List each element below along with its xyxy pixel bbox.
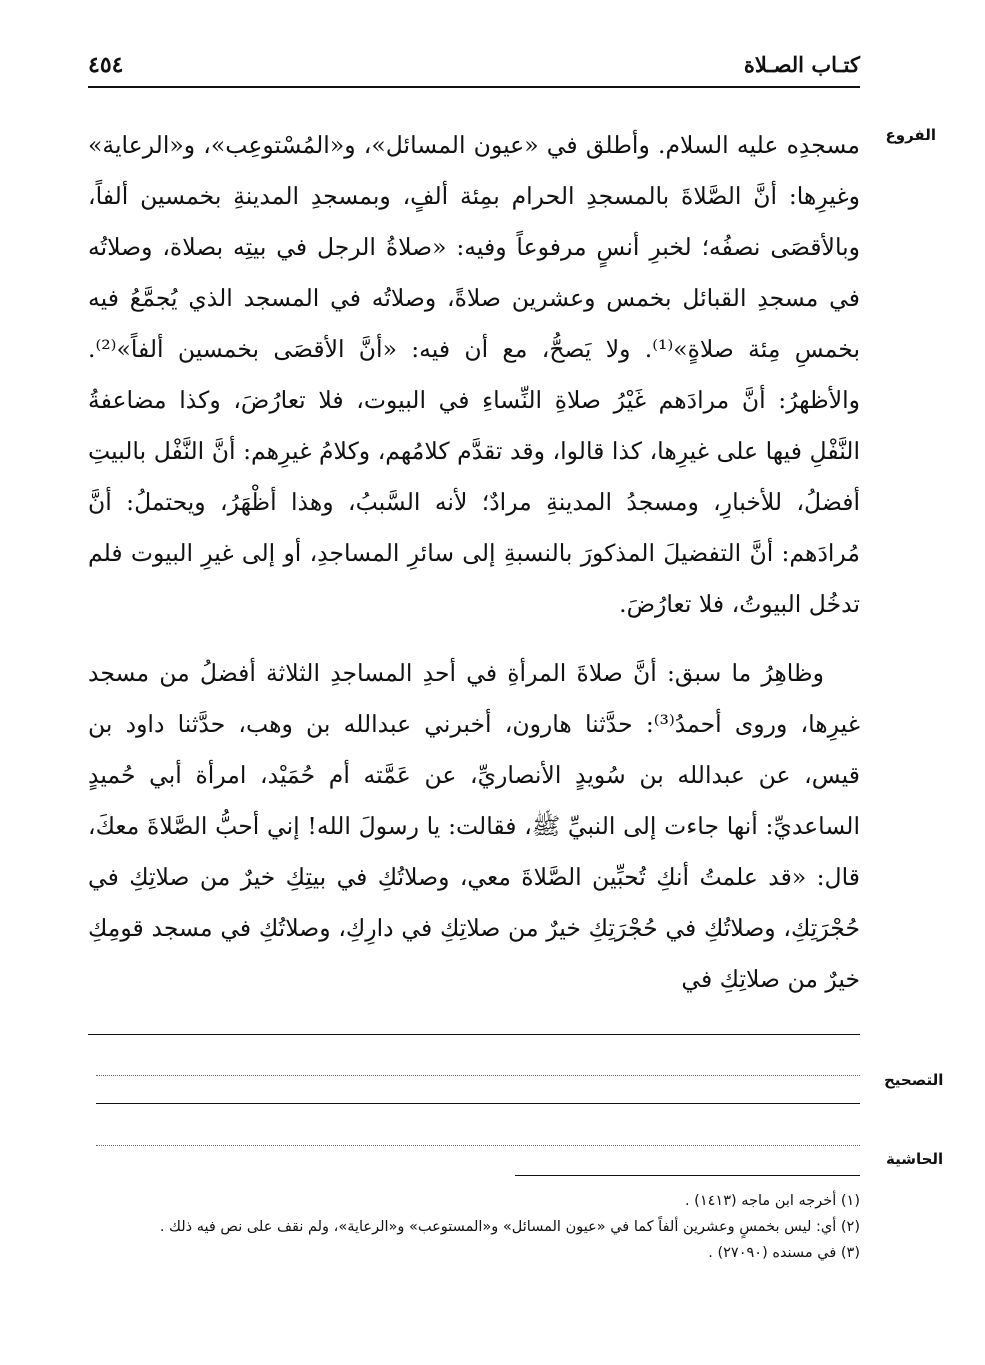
footnote-rule	[515, 1175, 860, 1176]
side-label-furu: الفروع	[885, 126, 936, 144]
book-title: كتـاب الصـلاة	[743, 52, 860, 77]
header-rule	[88, 86, 860, 88]
footnote-1: (١) أخرجه ابن ماجه (١٤١٣) .	[684, 1193, 860, 1209]
hashiya-label: الحاشية	[886, 1150, 944, 1168]
tashih-separator	[96, 1103, 860, 1104]
main-text	[88, 120, 860, 1005]
footnotes	[88, 1188, 860, 1266]
body-paragraph-2: وظاهِرُ ما سبق: أنَّ صلاةَ المرأةِ في أحدِ المساجدِ الثلاثة أفضلُ من مسجد غيرِها، وروى أحمدُ⁽³⁾: حدَّثنا هارون، أخبرني عبدالله بن وهب، حدَّثنا داود بن قيس، عن عبدالله بن سُويدٍ الأنصاريِّ، عن عَمَّته أم حُمَيْد، امرأة أبي حُميدٍ الساعديِّ: أنها جاءت إلى النبيِّ ﷺ، فقالت: يا رسولَ الله! إني أحبُّ الصَّلاةَ معكَ، قال: «قد علمتُ أنكِ تُحبِّين الصَّلاةَ معي، وصلاتُكِ في بيتِكِ خيرٌ من صلاتِكِ في حُجْرَتِكِ، وصلاتُكِ في حُجْرَتِكِ خيرٌ من صلاتِكِ في دارِكِ، وصلاتُكِ في مسجد قومِكِ خيرٌ من صلاتِكِ في	[88, 659, 860, 993]
hashiya-dotted-line	[96, 1145, 860, 1146]
tashih-dotted-line	[96, 1075, 860, 1076]
footnote-3: (٣) في مسنده (٢٧٠٩٠) .	[708, 1245, 860, 1261]
tashih-label: التصحيح	[884, 1071, 944, 1089]
page-header	[88, 52, 860, 82]
body-paragraph-1: مسجدِه عليه السلام. وأطلق في «عيون المسائل»، و«المُسْتوعِب»، و«الرعاية» وغيرِها: أنَّ الصَّلاةَ بالمسجدِ الحرام بمِئة ألفٍ، وبمسجدِ المدينةِ بخمسين ألفاً، وبالأقصَى نصفُه؛ لخبرِ أنسٍ مرفوعاً وفيه: «صلاةُ الرجل في بيتِه بصلاة، وصلاتُه في مسجدِ القبائل بخمس وعشرين صلاةً، وصلاتُه في المسجد الذي يُجمَّعُ فيه بخمسِ مِئة صلاةٍ»⁽¹⁾. ولا يَصحُّ، مع أن فيه: «أنَّ الأقصَى بخمسين ألفاً»⁽²⁾. والأظهرُ: أنَّ مرادَهم غَيْرُ صلاةِ النِّساءِ في البيوت، فلا تعارُضَ، وكذا مضاعفةُ النَّفْلِ فيها على غيرِها، كذا قالوا، وقد تقدَّم كلامُهم، وكلامُ غيرِهم: أنَّ النَّفْل بالبيتِ أفضلُ، للأخبارِ، ومسجدُ المدينةِ مرادٌ؛ لأنه السَّببُ، وهذا أظْهَرُ، ويحتملُ: أنَّ مُرادَهم: أنَّ التفضيلَ المذكورَ بالنسبةِ إلى سائرِ المساجدِ، أو إلى غيرِ البيوت فلم تدخُل البيوتُ، فلا تعارُضَ.	[88, 131, 860, 618]
footnote-2: (٢) أي: ليس بخمسٍ وعشرين ألفاً كما في «عيون المسائل» و«المستوعب» و«الرعاية»، ولم نقف على نص فيه ذلك .	[159, 1219, 860, 1235]
body-bottom-rule	[88, 1034, 860, 1035]
page-number: ٤٥٤	[88, 52, 124, 78]
